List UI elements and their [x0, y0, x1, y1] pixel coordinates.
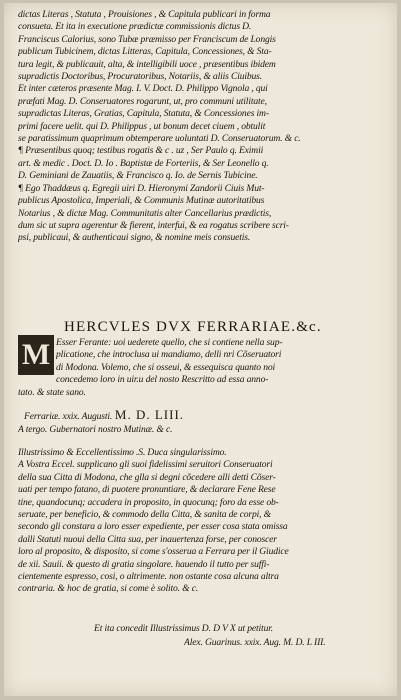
text-line: ¶ Præsentibus quoq; testibus rogatis & c . uz , Ser Paulo q. Eximii	[18, 145, 264, 157]
decree-text-block	[56, 337, 386, 387]
text-line: ¶ Ego Thaddæus q. Egregii uiri D. Hieronymi Zandorii Ciuis Mut-	[18, 182, 265, 194]
text-line: supradictis Doctoribus, Procuratoribus, Notariis, & aliis Ciuibus.	[18, 71, 263, 83]
secretary-signature: Alex. Guarinus. xxix. Aug. M. D. L III.	[184, 637, 326, 648]
date-text: Ferrariæ. xxix. Augusti.	[24, 411, 113, 422]
text-line: cientemente espresso, cosi, o altrimente. non ostante cosa alcuna altra	[18, 571, 279, 583]
date-year: M. D. LIII.	[114, 407, 185, 422]
petition-title: Illustrissimo & Eccellentissimo .S. Duca singularissimo.	[18, 447, 227, 458]
decree-date	[24, 407, 184, 423]
text-line: tine, quandocunq; accadera in proposito, in quocunq; foro da esse ob-	[18, 496, 279, 508]
text-line: de xii. Sauii. & questo di gratia singolare. hauendo il tutto per suffi-	[18, 558, 270, 570]
petition-text-block	[18, 447, 388, 596]
text-line: primi facere uelit. qui D. Philippus , ut bonum decet ciuem , obtulit	[18, 120, 266, 132]
text-line: Franciscus Calorius, sono Tubæ præmisso per Franciscum de Longis	[18, 33, 276, 45]
text-line: tato. & state sano.	[18, 387, 86, 398]
text-line: publicus Apostolica, Imperiali, & Communis Mutinæ autoritatibus	[18, 195, 265, 207]
decorated-initial: M	[18, 335, 54, 375]
text-line: Notarius , & dictæ Mag. Communitatis alter Cancellarius prædictis,	[18, 207, 272, 219]
text-line: art. & medic . Doct. D. Io . Baptistæ de Forteriis, & Ser Leonello q.	[18, 157, 269, 169]
text-line: supradictas Literas, Gratias, Capitula, Statuta, & Concessiones im-	[18, 108, 269, 120]
text-line: psi, publicaui, & authenticaui signo, & nomine meis consuetis.	[18, 232, 251, 244]
text-line: secondo gli constara a loro esser expediente, per esser cosa stata omissa	[18, 521, 288, 533]
text-line: dum sic ut supra agerentur & fierent, interfui, & ea rogatus scribere scri-	[18, 219, 289, 231]
text-line: publicum Tubicinem, dictas Litteras, Capitula, Concessiones, & Sta-	[18, 46, 272, 58]
text-line: di Modona. Volemo, che si osseui, & essequisca quanto noi	[56, 361, 276, 373]
text-line: uati per tempo fatano, di puotere pronuntiare, & declarare Fene Rese	[18, 484, 276, 496]
text-line: D. Geminiani de Zauatiis, & Francisco q. Io. de Sernis Tubicine.	[18, 170, 258, 182]
text-line: contraria. & hoc de gratia, si come è solito. & c.	[18, 583, 199, 595]
text-line: consueta. Et ita in executione prædictæ commissionis dictus D.	[18, 21, 252, 33]
text-line: Esser Ferante: uoi uederete quello, che si contiene nella sup-	[56, 337, 283, 348]
document-page	[4, 3, 397, 696]
text-line: Et inter cæteros præsente Mag. I. V. Doct. D. Philippo Vignola , qui	[18, 83, 268, 95]
concession-signature: Et ita concedit Illustrissimus D. D V X ut petitur.	[94, 623, 273, 634]
text-line: plicatione, che introclusa ui mandiamo, delli nri Cõseruatori	[56, 349, 282, 361]
text-line: præfati Mag. D. Conseruatores rogarunt, ut, pro communi utilitate,	[18, 95, 267, 107]
text-line: dalli Statuti nuoui della Citta sua, per inauertenza forse, per conoscer	[18, 533, 277, 545]
text-line: seruate, per beneficio, & commodo della Citta, & sanita de corpi, &	[18, 509, 271, 521]
text-line: concedemo loro in uir.u del nosto Rescritto ad essa anno-	[56, 374, 269, 386]
text-line: della sua Citta di Modona, che glla si degni cõcedere alli detti Cõser-	[18, 471, 276, 483]
decree-tail	[18, 387, 388, 399]
text-line: dictas Literas , Statuta , Prouisiones , & Capitula publicari in forma	[18, 9, 271, 20]
text-line: A Vostra Eccel. supplicano gli suoi fidelissimi seruitori Conseruatori	[18, 459, 273, 471]
text-line: tura legit, & publicauit, alta, & intelligibili uoce , præsentibus ibidem	[18, 58, 276, 70]
section-heading: HERCVLES DVX FERRARIAE.&c.	[64, 319, 322, 335]
text-line: loro al proposito, & disposito, si come s'osserua a Ferrara per il Giudice	[18, 546, 289, 558]
address-note: A tergo. Gubernatori nostro Mutinæ. & c.	[18, 424, 173, 435]
notarial-text-block	[18, 9, 388, 245]
text-line: se paratissimum quaprimum obtemperare uoluntati D. Conseruatorum. & c.	[18, 133, 301, 145]
